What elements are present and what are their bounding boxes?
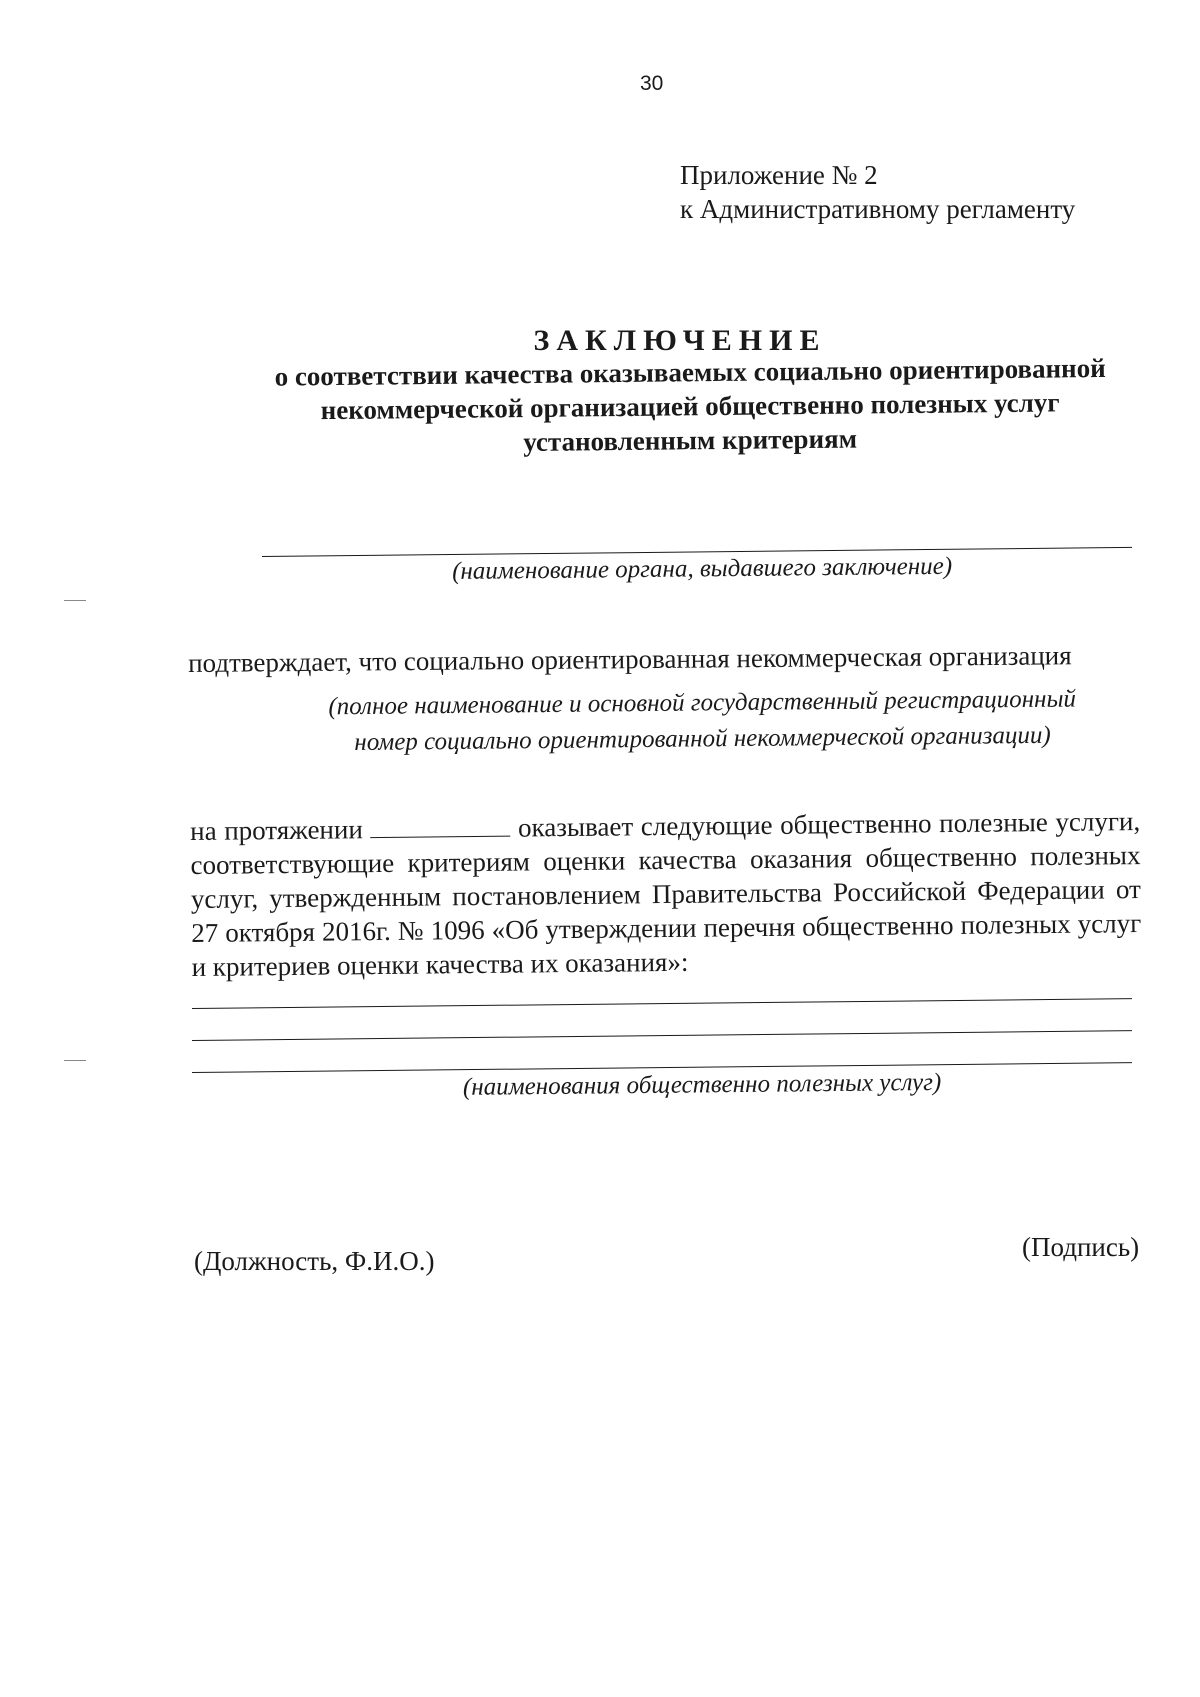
signature-label: (Подпись) bbox=[1022, 1232, 1140, 1262]
title-line-1: о соответствии качества оказываемых социально ориентированной bbox=[274, 352, 1106, 392]
services-blank-line-1 bbox=[192, 998, 1132, 1009]
period-blank bbox=[370, 818, 510, 838]
services-paragraph bbox=[190, 804, 1142, 984]
page-number: 30 bbox=[640, 72, 664, 95]
appendix-line-2: к Административному регламенту bbox=[680, 194, 1076, 224]
title-main: ЗАКЛЮЧЕНИЕ bbox=[533, 324, 827, 357]
issuer-caption: (наименование органа, выдавшего заключение) bbox=[451, 552, 953, 586]
appendix-reference bbox=[680, 158, 1075, 226]
organization-caption-line-1: (полное наименование и основной государственный регистрационный bbox=[328, 685, 1077, 721]
scan-mark bbox=[64, 1060, 86, 1061]
document-title bbox=[240, 322, 1140, 462]
appendix-line-1: Приложение № 2 bbox=[680, 160, 878, 190]
title-line-3: установленным критериям bbox=[523, 423, 858, 458]
position-name-label: (Должность, Ф.И.О.) bbox=[194, 1246, 435, 1276]
scan-mark bbox=[64, 600, 86, 601]
organization-caption bbox=[262, 681, 1143, 762]
services-blank-line-2 bbox=[192, 1030, 1132, 1041]
services-prefix: на протяжении bbox=[190, 814, 363, 846]
confirmation-text: подтверждает, что социально ориентированная некоммерческая организация bbox=[188, 640, 1072, 678]
title-line-2: некоммерческой организацией общественно полезных услуг bbox=[320, 387, 1060, 426]
services-caption: (наименования общественно полезных услуг) bbox=[462, 1068, 942, 1101]
services-text: оказывает следующие общественно полезные услуги, соответствующие критериям оценки качества оказания общественно полезных услуг, утвержденным постановлением Правительства Российской Федерации от 27 октября 2016г. № 1096 «Об утверждении перечня общественно полезных услуг и критериев оценки качества их оказания»: bbox=[190, 806, 1142, 982]
organization-caption-line-2: номер социально ориентированной некоммерческой организации) bbox=[354, 721, 1051, 757]
